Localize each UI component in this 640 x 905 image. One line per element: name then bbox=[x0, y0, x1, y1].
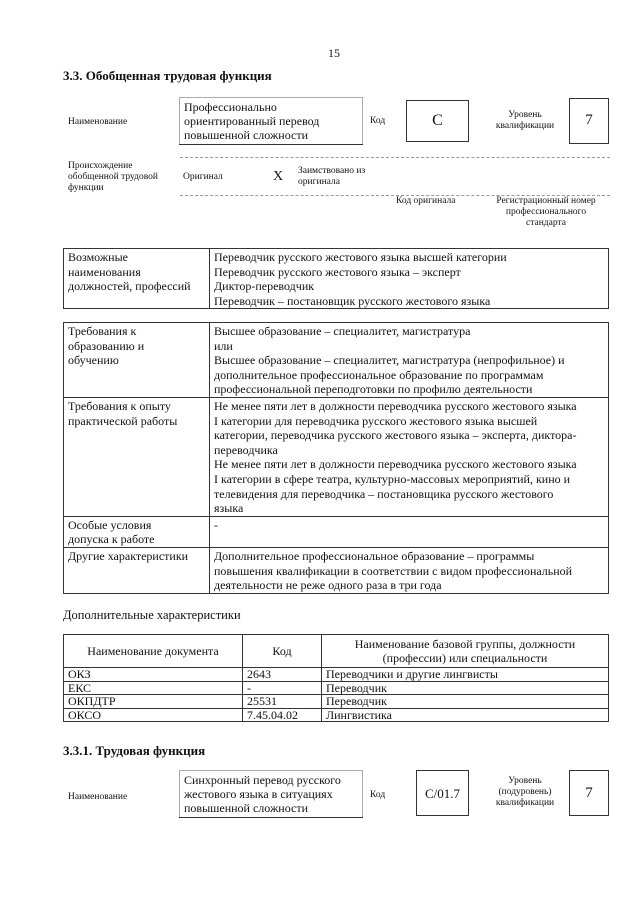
additional-title: Дополнительные характеристики bbox=[63, 608, 241, 622]
table-row bbox=[64, 323, 609, 398]
table-row bbox=[64, 516, 609, 547]
doc-name-cell: ОКСО bbox=[64, 708, 243, 722]
req-label-line: Другие характеристики bbox=[68, 548, 189, 563]
req-label-line: Особые условия bbox=[68, 517, 152, 532]
req-label-line: Требования к опыту bbox=[68, 398, 171, 413]
positions-label-line: должностей, профессий bbox=[68, 279, 191, 294]
req-label-line: допуска к работе bbox=[68, 532, 155, 547]
original-label: Оригинал bbox=[183, 172, 223, 182]
sub-level-box bbox=[569, 770, 609, 816]
req-label-line: Требования к bbox=[68, 324, 137, 338]
sub-level-line: квалификации bbox=[495, 798, 555, 808]
positions-label bbox=[64, 249, 210, 309]
name-label: Наименование bbox=[68, 117, 128, 127]
subsection-title: 3.3.1. Трудовая функция bbox=[63, 743, 206, 758]
req-value-line: Высшее образование – специалитет, магистратура bbox=[214, 324, 471, 338]
name-line: Профессионально bbox=[184, 100, 277, 114]
reg-number-line: стандарта bbox=[526, 218, 566, 228]
name-line: повышенной сложности bbox=[184, 128, 309, 142]
group-cell: Переводчик bbox=[322, 681, 609, 695]
req-label-line: образованию и bbox=[68, 338, 145, 353]
level-box bbox=[569, 98, 609, 144]
borrowed-label-line: оригинала bbox=[298, 177, 340, 187]
sub-level-label bbox=[482, 776, 568, 809]
borrowed-label-line: Заимствовано из bbox=[298, 166, 366, 176]
table-row bbox=[64, 681, 609, 695]
req-value-line: Не менее пяти лет в должности переводчика русского жестового языка bbox=[214, 398, 577, 413]
sub-name-line: Синхронный перевод русского bbox=[184, 773, 341, 787]
code-cell: 25531 bbox=[243, 695, 322, 709]
code-cell: - bbox=[243, 681, 322, 695]
sub-code-box bbox=[416, 770, 469, 816]
code-value: C bbox=[432, 112, 443, 129]
position-item: Переводчик – постановщик русского жестового языка bbox=[214, 293, 491, 308]
education-value bbox=[210, 323, 609, 398]
additional-table bbox=[63, 634, 609, 722]
reg-number-line: профессионального bbox=[505, 207, 587, 217]
level-label-line: Уровень bbox=[508, 110, 542, 120]
reg-number-line: Регистрационный номер bbox=[496, 196, 596, 206]
sub-code-label: Код bbox=[370, 790, 386, 800]
origin-label-line: функции bbox=[68, 183, 104, 193]
sub-name-line: жестового языка в ситуациях bbox=[184, 787, 333, 801]
code-original-label: Код оригинала bbox=[396, 196, 456, 206]
section-title: 3.3. Обобщенная трудовая функция bbox=[63, 68, 272, 83]
sub-code-value: C/01.7 bbox=[424, 786, 461, 801]
group-cell: Переводчики и другие лингвисты bbox=[322, 668, 609, 682]
doc-name-cell: ОКПДТР bbox=[64, 695, 243, 709]
name-line: ориентированный перевод bbox=[184, 114, 320, 128]
reg-number-label bbox=[482, 196, 610, 229]
req-value-line: - bbox=[214, 517, 218, 532]
level-label bbox=[485, 110, 565, 132]
req-value-line: профессиональной переподготовки по профилю деятельности bbox=[214, 382, 533, 397]
req-value-line: дополнительное профессиональное образование по программам bbox=[214, 367, 544, 382]
borrowed-label bbox=[298, 166, 388, 188]
positions-table bbox=[63, 248, 609, 309]
origin-label-line: обобщенной трудовой bbox=[68, 172, 158, 182]
experience-value bbox=[210, 397, 609, 516]
positions-value bbox=[210, 249, 609, 309]
req-value-line: I категории для переводчика русского жестового языка высшей bbox=[214, 413, 538, 428]
level-value: 7 bbox=[585, 112, 593, 128]
code-cell: 2643 bbox=[243, 668, 322, 682]
special-conditions-value bbox=[210, 516, 609, 547]
req-value-line: Высшее образование – специалитет, магистратура (непрофильное) и bbox=[214, 353, 565, 368]
page-number: 15 bbox=[328, 46, 340, 60]
col-code: Код bbox=[243, 635, 322, 668]
req-label-line: практической работы bbox=[68, 413, 178, 428]
req-value-line: Не менее пяти лет в должности переводчика русского жестового языка bbox=[214, 457, 577, 472]
positions-label-line: наименования bbox=[68, 264, 141, 279]
sub-level-value: 7 bbox=[585, 785, 593, 801]
position-item: Диктор-переводчик bbox=[214, 279, 315, 294]
requirements-table bbox=[63, 322, 609, 594]
sub-level-line: (подуровень) bbox=[498, 787, 552, 797]
table-row bbox=[64, 547, 609, 593]
labor-function-name bbox=[179, 770, 363, 818]
table-row bbox=[64, 397, 609, 516]
position-item: Переводчик русского жестового языка – эксперт bbox=[214, 264, 461, 279]
special-conditions-label bbox=[64, 516, 210, 547]
req-label-line: обучению bbox=[68, 353, 119, 368]
table-row bbox=[64, 695, 609, 709]
experience-label bbox=[64, 397, 210, 516]
other-characteristics-value bbox=[210, 547, 609, 593]
col-doc-name: Наименование документа bbox=[64, 635, 243, 668]
code-label: Код bbox=[370, 116, 386, 126]
req-value-line: I категории в сфере театра, культурно-массовых мероприятий, кино и bbox=[214, 471, 571, 486]
origin-label bbox=[68, 161, 158, 194]
req-value-line: Дополнительное профессиональное образование – программы bbox=[214, 548, 535, 563]
doc-name-cell: ОКЗ bbox=[64, 668, 243, 682]
doc-name-cell: ЕКС bbox=[64, 681, 243, 695]
code-box bbox=[406, 100, 469, 142]
req-value-line: переводчика bbox=[214, 442, 278, 457]
table-header bbox=[64, 635, 609, 668]
level-label-line: квалификации bbox=[495, 121, 555, 131]
sub-name-line: повышенной сложности bbox=[184, 801, 309, 815]
sub-level-line: Уровень bbox=[508, 776, 542, 786]
group-cell: Переводчик bbox=[322, 695, 609, 709]
position-item: Переводчик русского жестового языка высшей категории bbox=[214, 250, 507, 264]
generalized-function-name bbox=[179, 97, 363, 145]
table-row bbox=[64, 708, 609, 722]
other-characteristics-label bbox=[64, 547, 210, 593]
col-group-name: Наименование базовой группы, должности (профессии) или специальности bbox=[322, 635, 609, 668]
req-value-line: категории, переводчика русского жестового языка – эксперта, диктора- bbox=[214, 428, 577, 443]
code-cell: 7.45.04.02 bbox=[243, 708, 322, 722]
education-label bbox=[64, 323, 210, 398]
req-value-line: или bbox=[214, 338, 233, 353]
req-value-line: деятельности не реже одного раза в три года bbox=[214, 578, 442, 593]
group-cell: Лингвистика bbox=[322, 708, 609, 722]
req-value-line: повышения квалификации в соответствии с видом профессиональной bbox=[214, 563, 573, 578]
original-mark: X bbox=[273, 169, 284, 184]
positions-label-line: Возможные bbox=[68, 250, 128, 264]
req-value-line: языка bbox=[214, 501, 244, 516]
origin-label-line: Происхождение bbox=[68, 161, 133, 171]
sub-name-label: Наименование bbox=[68, 792, 128, 802]
table-row bbox=[64, 668, 609, 682]
req-value-line: телевидения для переводчика – постановщика русского жестового bbox=[214, 486, 554, 501]
